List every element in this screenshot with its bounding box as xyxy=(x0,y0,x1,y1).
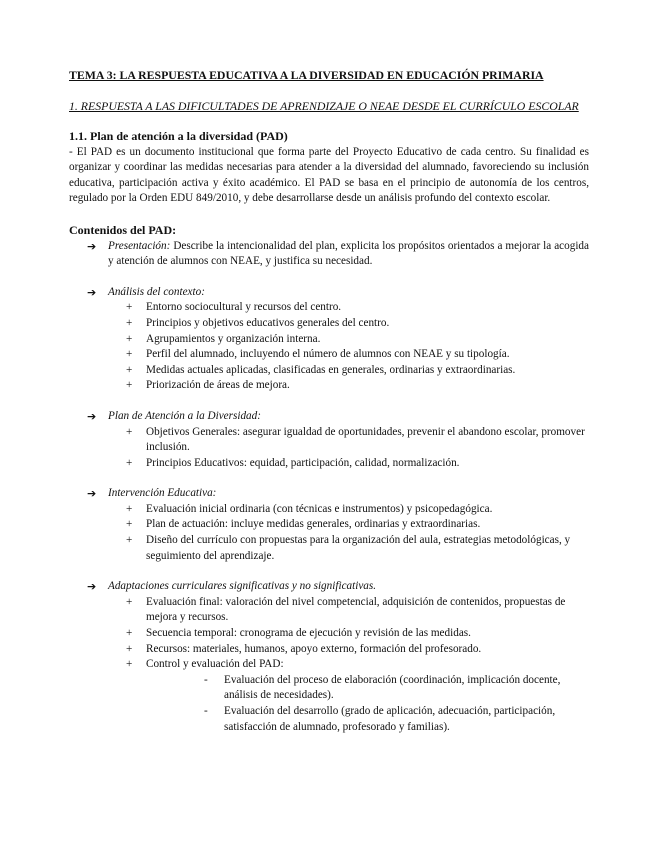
plus-icon: + xyxy=(126,642,133,655)
intro-paragraph: - El PAD es un documento institucional que forma parte del Proyecto Educativo de cada centro. Su finalidad es organizar y coordinar las medidas necesarias para atender a la diversidad del alumnado, favoreciendo su inclusión educativa, participación activa y éxito académico. El PAD se basa en el principio de autonomía de los centros, regulado por la Orden EDU 849/2010, y debe desarrollarse desde un análisis profundo del contexto escolar. xyxy=(69,145,589,205)
content-section-presentacion xyxy=(69,239,589,270)
list-item: + Objetivos Generales: asegurar igualdad de oportunidades, prevenir el abandono escolar, promover inclusión. xyxy=(126,425,585,454)
list-item: + Medidas actuales aplicadas, clasificadas en generales, ordinarias y extraordinarias. xyxy=(108,363,589,379)
list-item: + Diseño del currículo con propuestas para la organización del aula, estrategias metodológicas, y seguimiento del aprendizaje. xyxy=(126,534,571,562)
plus-icon: + xyxy=(126,456,133,469)
list-item: + Perfil del alumnado, incluyendo el número de alumnos con NEAE y su tipología. xyxy=(108,347,589,363)
plus-icon: + xyxy=(126,502,133,515)
content-section-intervencion xyxy=(69,486,589,564)
sub-bullet-list xyxy=(108,673,589,735)
content-section-analisis xyxy=(69,285,589,394)
list-item: + Recursos: materiales, humanos, apoyo externo, formación del profesorado. xyxy=(108,642,589,658)
list-item: + Priorización de áreas de mejora. xyxy=(108,378,589,394)
plus-icon: + xyxy=(126,348,133,361)
arrow-icon: ➔ xyxy=(87,580,97,594)
arrow-icon: ➔ xyxy=(87,487,97,501)
plus-icon: + xyxy=(126,332,133,345)
section-presentacion-text xyxy=(108,239,589,270)
list-item: + Control y evaluación del PAD: xyxy=(108,657,589,673)
arrow-icon: ➔ xyxy=(87,285,97,299)
contents-heading: Contenidos del PAD: xyxy=(69,222,177,237)
plus-icon: + xyxy=(126,316,133,329)
section-description: Describe la intencionalidad del plan, explicita los propósitos orientados a mejorar la acogida y atención de alumnos con NEAE, y justifica su necesidad. xyxy=(108,239,589,268)
list-item: + Principios Educativos: equidad, participación, calidad, normalización. xyxy=(108,456,589,472)
arrow-icon: ➔ xyxy=(87,239,97,253)
plus-icon: + xyxy=(126,518,133,531)
list-item: + Principios y objetivos educativos generales del centro. xyxy=(108,316,589,332)
content-section-adaptaciones xyxy=(69,579,589,735)
section-title: Análisis del contexto: xyxy=(108,285,205,298)
bullet-list xyxy=(108,300,589,394)
section-title: Adaptaciones curriculares significativas y no significativas. xyxy=(108,580,377,593)
list-item: + Plan de actuación: incluye medidas generales, ordinarias y extraordinarias. xyxy=(108,517,589,533)
dash-icon: - xyxy=(204,673,208,686)
list-item: + Secuencia temporal: cronograma de ejecución y revisión de las medidas. xyxy=(108,626,589,642)
section-title: Plan de Atención a la Diversidad: xyxy=(108,409,261,422)
sub-list-item: - Evaluación del proceso de elaboración (coordinación, implicación docente, análisis de necesidades). xyxy=(204,673,561,702)
plus-icon: + xyxy=(126,595,133,608)
bullet-list xyxy=(108,595,589,673)
bullet-list xyxy=(108,502,589,564)
plus-icon: + xyxy=(126,379,133,392)
plus-icon: + xyxy=(126,363,133,376)
bullet-list xyxy=(108,425,589,472)
plus-icon: + xyxy=(126,627,133,640)
plus-icon: + xyxy=(126,301,133,314)
document-page xyxy=(69,68,589,735)
plus-icon: + xyxy=(126,425,133,438)
section-title: Presentación: xyxy=(108,239,171,252)
list-item: + Evaluación inicial ordinaria (con técnicas e instrumentos) y psicopedagógica. xyxy=(108,502,589,518)
plus-icon: + xyxy=(126,534,133,547)
section-subtitle: 1. RESPUESTA A LAS DIFICULTADES DE APRENDIZAJE O NEAE DESDE EL CURRÍCULO ESCOLAR xyxy=(69,99,579,113)
subsection-heading: 1.1. Plan de atención a la diversidad (PAD) xyxy=(69,129,288,143)
content-section-plan xyxy=(69,409,589,471)
list-item: + Evaluación final: valoración del nivel competencial, adquisición de contenidos, propuestas de mejora y recursos. xyxy=(126,595,566,624)
section-title: Intervención Educativa: xyxy=(108,487,217,500)
list-item: + Entorno sociocultural y recursos del centro. xyxy=(108,300,589,316)
arrow-icon: ➔ xyxy=(87,409,97,423)
list-item: + Agrupamientos y organización interna. xyxy=(108,332,589,348)
plus-icon: + xyxy=(126,658,133,671)
document-title: TEMA 3: LA RESPUESTA EDUCATIVA A LA DIVERSIDAD EN EDUCACIÓN PRIMARIA xyxy=(69,68,544,82)
sub-list-item: - Evaluación del desarrollo (grado de aplicación, adecuación, participación, satisfacción de alumnado, profesorado y familias). xyxy=(204,705,556,733)
dash-icon: - xyxy=(204,705,208,717)
